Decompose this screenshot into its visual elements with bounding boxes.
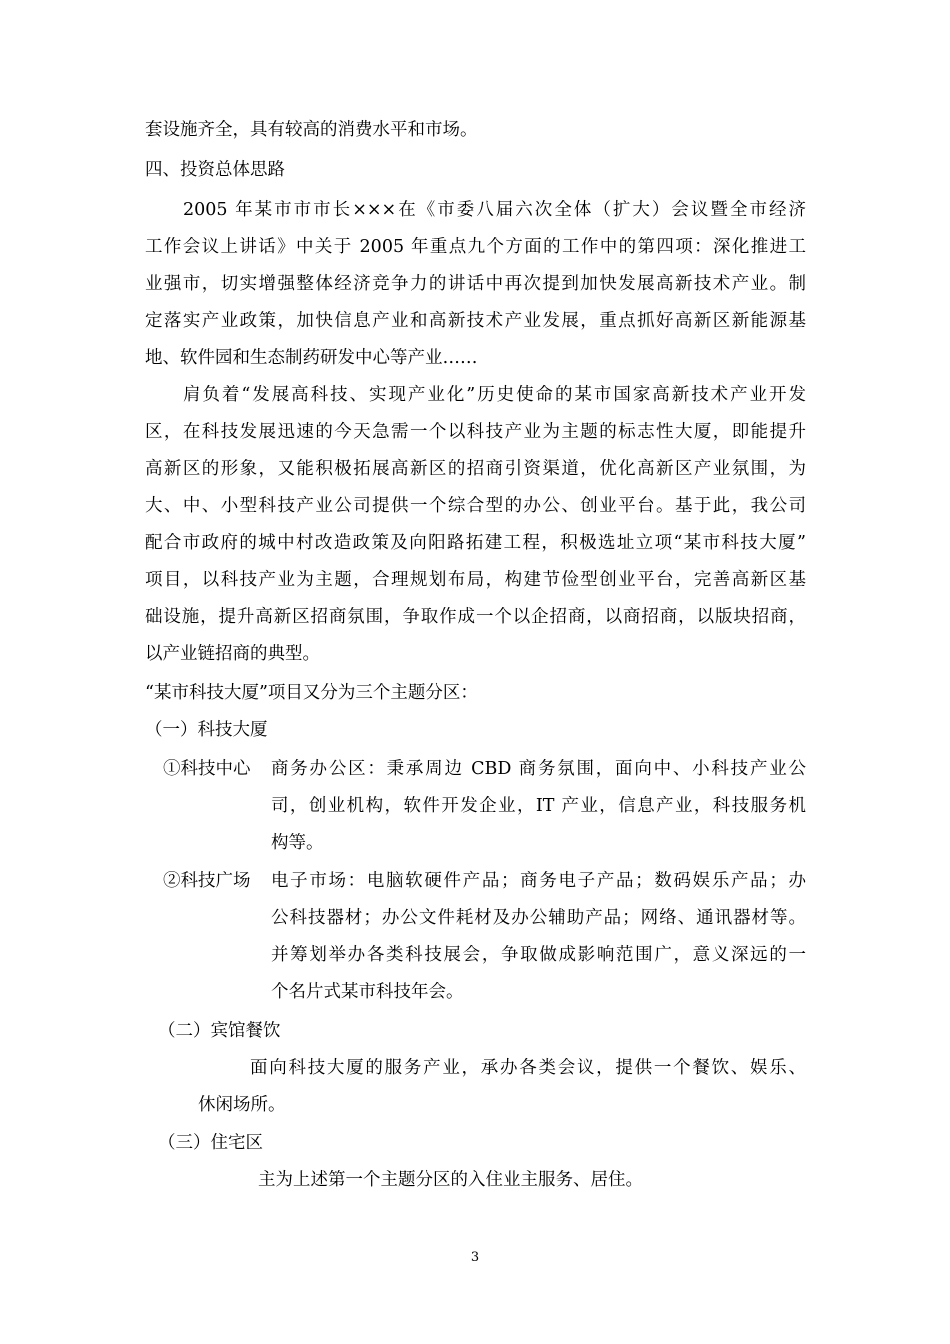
text-line: 套设施齐全，具有较高的消费水平和市场。 [145,120,478,140]
subsection-heading: （三）住宅区 [158,1133,263,1153]
subsection-heading: （一）科技大厦 [145,720,268,740]
item-text: 公科技器材；办公文件耗材及办公辅助产品；网络、通讯器材等。 [271,908,806,928]
item-text: 构等。 [271,833,324,853]
text-line: 大、中、小型科技产业公司提供一个综合型的办公、创业平台。基于此，我公司 [145,496,806,516]
item-label: ②科技广场 [163,871,251,891]
text-line: 主为上述第一个主题分区的入住业主服务、居住。 [258,1170,643,1190]
section-heading: 四、投资总体思路 [145,160,285,180]
text-line: 础设施，提升高新区招商氛围，争取作成一个以企招商，以商招商，以版块招商， [145,607,806,627]
text-line: 区，在科技发展迅速的今天急需一个以科技产业为主题的标志性大厦，即能提升 [145,422,806,442]
item-text: 电子市场：电脑软硬件产品；商务电子产品；数码娱乐产品；办 [271,871,806,891]
item-text: 司，创业机构，软件开发企业，IT 产业，信息产业，科技服务机 [271,796,806,816]
page-number: 3 [470,1250,480,1265]
text-line: 休闲场所。 [198,1095,286,1115]
text-line: 定落实产业政策，加快信息产业和高新技术产业发展，重点抓好高新区新能源基 [145,311,806,331]
text-line: 肩负着“发展高科技、实现产业化”历史使命的某市国家高新技术产业开发 [183,385,806,405]
text-line: 工作会议上讲话》中关于 2005 年重点九个方面的工作中的第四项：深化推进工 [145,237,806,257]
text-line: 面向科技大厦的服务产业，承办各类会议，提供一个餐饮、娱乐、 [250,1058,806,1078]
text-line: “某市科技大厦”项目又分为三个主题分区： [145,683,478,703]
item-text: 并筹划举办各类科技展会，争取做成影响范围广，意义深远的一 [271,945,806,965]
text-line: 业强市，切实增强整体经济竞争力的讲话中再次提到加快发展高新技术产业。制 [145,274,806,294]
text-line: 项目，以科技产业为主题，合理规划布局，构建节俭型创业平台，完善高新区基 [145,570,806,590]
text-line: 地、软件园和生态制药研发中心等产业…… [145,348,478,368]
text-line: 以产业链招商的典型。 [145,644,320,664]
item-text: 商务办公区：秉承周边 CBD 商务氛围，面向中、小科技产业公 [271,759,806,779]
text-line: 2005 年某市市市长×××在《市委八届六次全体（扩大）会议暨全市经济 [183,200,806,220]
text-line: 高新区的形象，又能积极拓展高新区的招商引资渠道，优化高新区产业氛围，为 [145,459,806,479]
item-text: 个名片式某市科技年会。 [271,982,464,1002]
text-line: 配合市政府的城中村改造政策及向阳路拓建工程，积极选址立项“某市科技大厦” [145,533,806,553]
item-label: ①科技中心 [163,759,251,779]
subsection-heading: （二）宾馆餐饮 [158,1021,281,1041]
